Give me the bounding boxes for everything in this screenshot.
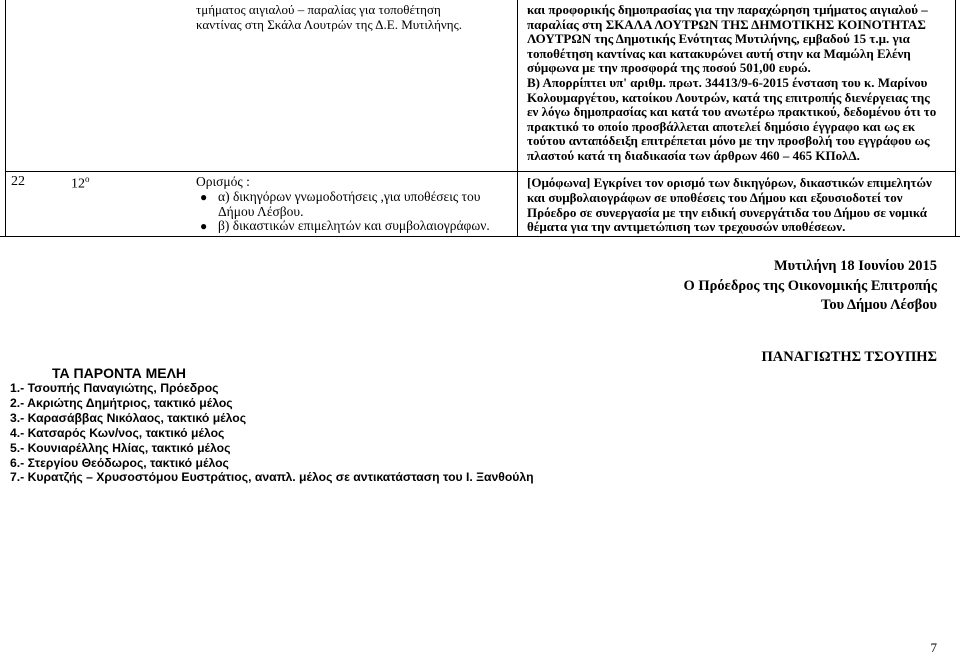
decision-line: τοποθέτηση καντίνας και κατακυρώνει αυτή στην κα Μαμώλη Ελένη xyxy=(527,45,911,61)
row-divider xyxy=(5,171,955,172)
decision-line: και προφορικής δημοπρασίας για την παραχώρηση τμήματος αιγιαλού – xyxy=(527,2,928,17)
row1-decision xyxy=(527,3,951,164)
decision-line: πλαστού κατά τη διαδικασία των άρθρων 460 – 465 ΚΠολΔ. xyxy=(527,147,860,163)
decision-line: ΛΟΥΤΡΩΝ της Δημοτικής Ενότητας Μυτιλήνης, εμβαδού 15 τ.μ. για xyxy=(527,31,910,47)
signature-role-line1: Ο Πρόεδρος της Οικονομικής Επιτροπής xyxy=(683,277,937,294)
row2-decision xyxy=(527,176,951,235)
decision-line: Κολουμαργέτου, κατοίκου Λουτρών, κατά της επιτροπής διενέργειας της xyxy=(527,89,930,105)
row1-subject xyxy=(196,3,510,33)
signature-name: ΠΑΝΑΓΙΩΤΗΣ ΤΣΟΥΠΗΣ xyxy=(761,349,937,365)
decision-line: πρακτικό το οποίο προσβάλλεται αποτελεί δημόσιο έγγραφο και ως εκ xyxy=(527,118,916,134)
bullet-item xyxy=(196,190,512,220)
decision-line: θέματα για την αντιμετώπιση των τρεχουσών υποθέσεων. xyxy=(527,219,846,235)
table-column-divider xyxy=(517,0,518,236)
table-border-right xyxy=(955,0,956,236)
subject-title: Ορισμός : xyxy=(196,174,250,189)
row2-number: 22 xyxy=(11,174,25,189)
row2-order xyxy=(71,174,90,193)
member-item: 1.- Τσουπής Παναγιώτης, Πρόεδρος xyxy=(10,381,219,395)
member-item: 4.- Κατσαρός Κων/νος, τακτικό μέλος xyxy=(10,425,225,440)
bullet-icon: ● xyxy=(200,189,208,204)
decision-line: Πρόεδρο σε συνεργασία με την ειδική συνεργάτιδα του Δήμου σε νομικά xyxy=(527,204,927,220)
bullet-text-line: α) δικηγόρων γνωμοδοτήσεις ,για υποθέσεις του xyxy=(218,188,481,204)
decision-line: [Ομόφωνα] Εγκρίνει τον ορισμό των δικηγόρων, δικαστικών επιμελητών xyxy=(527,175,932,190)
subject-line: τμήματος αιγιαλού – παραλίας για τοποθέτηση xyxy=(196,2,441,17)
decision-line: παραλίας στη ΣΚΑΛΑ ΛΟΥΤΡΩΝ ΤΗΣ ΔΗΜΟΤΙΚΗΣ ΚΟΙΝΟΤΗΤΑΣ xyxy=(527,16,926,32)
row2-subject xyxy=(196,175,512,234)
order-superscript: ο xyxy=(85,174,90,184)
bullet-text-line: β) δικαστικών επιμελητών και συμβολαιογράφων. xyxy=(218,218,490,234)
signature-block xyxy=(683,257,937,316)
member-item: 5.- Κουνιαρέλλης Ηλίας, τακτικό μέλος xyxy=(10,440,231,455)
decisions-table xyxy=(0,0,960,237)
bullet-text-line: Δήμου Λέσβου. xyxy=(218,203,304,219)
member-item: 2.- Ακριώτης Δημήτριος, τακτικό μέλος xyxy=(10,395,233,410)
member-item: 7.- Κυρατζής – Χρυσοστόμου Ευστράτιος, αναπλ. μέλος σε αντικατάσταση του Ι. Ξανθούλη xyxy=(10,470,534,485)
table-border-left xyxy=(5,0,6,236)
bullet-icon: ● xyxy=(200,219,208,234)
member-item: 6.- Στεργίου Θεόδωρος, τακτικό μέλος xyxy=(10,455,229,470)
decision-line: και συμβολαιογράφων σε υποθέσεις του Δήμου και εξουσιοδοτεί τον xyxy=(527,189,903,205)
subject-line: καντίνας στη Σκάλα Λουτρών της Δ.Ε. Μυτιλήνης. xyxy=(196,16,462,32)
signature-date: Μυτιλήνη 18 Ιουνίου 2015 xyxy=(773,258,937,274)
decision-line: τούτου ανταπόδειξη επιτρέπεται μόνο με την προσβολή του εγγράφου ως xyxy=(527,133,930,149)
decision-line: Β) Απορρίπτει υπ' αριθμ. πρωτ. 34413/9-6-2015 ένσταση του κ. Μαρίνου xyxy=(527,74,928,90)
member-item: 3.- Καρασάββας Νικόλαος, τακτικό μέλος xyxy=(10,410,247,425)
members-list xyxy=(10,365,534,485)
decision-line: εν λόγω δημοπρασίας και κατά του ανωτέρω πρακτικού, δεδομένου ότι το xyxy=(527,104,937,120)
decision-line: σύμφωνα με την προσφορά της ποσού 501,00 ευρώ. xyxy=(527,60,811,76)
bullet-item xyxy=(196,219,512,234)
signature-role-line2: Του Δήμου Λέσβου xyxy=(821,297,937,313)
page-number: 7 xyxy=(930,640,937,655)
members-title: ΤΑ ΠΑΡΟΝΤΑ ΜΕΛΗ xyxy=(52,365,187,381)
order-value: 12 xyxy=(71,176,85,192)
